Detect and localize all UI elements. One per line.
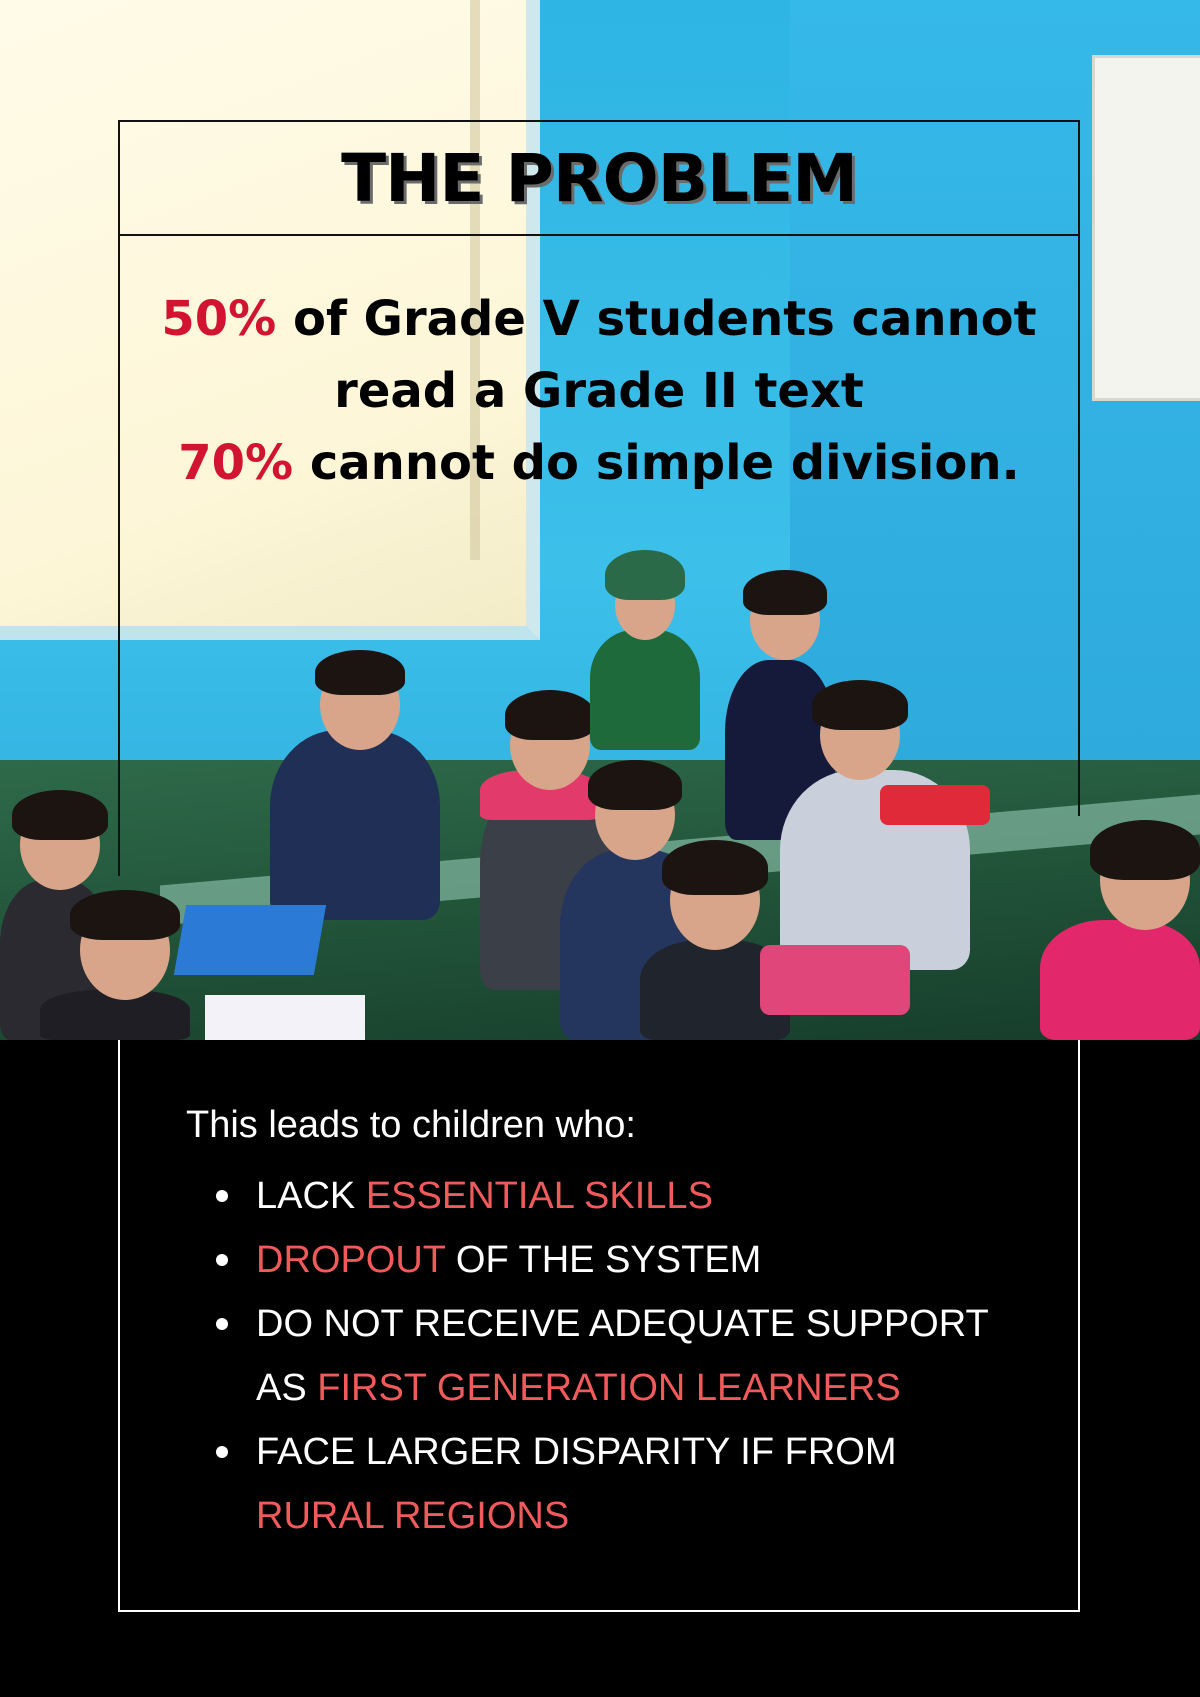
list-item: [186, 1228, 989, 1292]
list-item: [186, 1164, 989, 1228]
child-figure: [270, 650, 470, 920]
red-cushion: [880, 785, 990, 825]
notebook: [205, 995, 365, 1040]
stat-text-division: cannot do simple division.: [293, 435, 1020, 491]
stat-line-3: [118, 427, 1080, 499]
consequence-list: [186, 1164, 989, 1548]
blue-bag: [174, 905, 326, 975]
panel-intro: This leads to children who:: [186, 1104, 636, 1146]
stat-percent-reading: 50%: [161, 291, 277, 347]
bullet-dot-icon: [216, 1254, 228, 1266]
stat-line-2: read a Grade II text: [334, 363, 864, 419]
whiteboard: [1092, 55, 1200, 401]
bullet-highlight: ESSENTIAL SKILLS: [365, 1175, 713, 1217]
bullet-text: LACK: [256, 1175, 366, 1217]
bullet-text: AS: [256, 1367, 318, 1409]
child-figure: [590, 550, 710, 750]
bullet-highlight: DROPOUT: [256, 1239, 446, 1281]
list-item: [186, 1420, 989, 1548]
stats-block: [118, 283, 1080, 499]
bullet-text: OF THE SYSTEM: [445, 1239, 762, 1281]
page-title: THE PROBLEM: [341, 140, 857, 217]
stat-line-1: [118, 283, 1080, 355]
bullet-dot-icon: [216, 1318, 228, 1330]
bullet-text: DO NOT RECEIVE ADEQUATE SUPPORT: [256, 1303, 989, 1345]
stat-percent-division: 70%: [178, 435, 294, 491]
pink-cushion: [760, 945, 910, 1015]
bullet-highlight: RURAL REGIONS: [256, 1495, 570, 1537]
bullet-text: FACE LARGER DISPARITY IF FROM: [256, 1431, 897, 1473]
child-figure: [780, 680, 980, 970]
bullet-dot-icon: [216, 1446, 228, 1458]
bullet-dot-icon: [216, 1190, 228, 1202]
stat-text-reading: of Grade V students cannot: [276, 291, 1037, 347]
child-figure: [1040, 820, 1200, 1040]
bullet-highlight: FIRST GENERATION LEARNERS: [317, 1367, 901, 1409]
list-item: [186, 1292, 989, 1420]
